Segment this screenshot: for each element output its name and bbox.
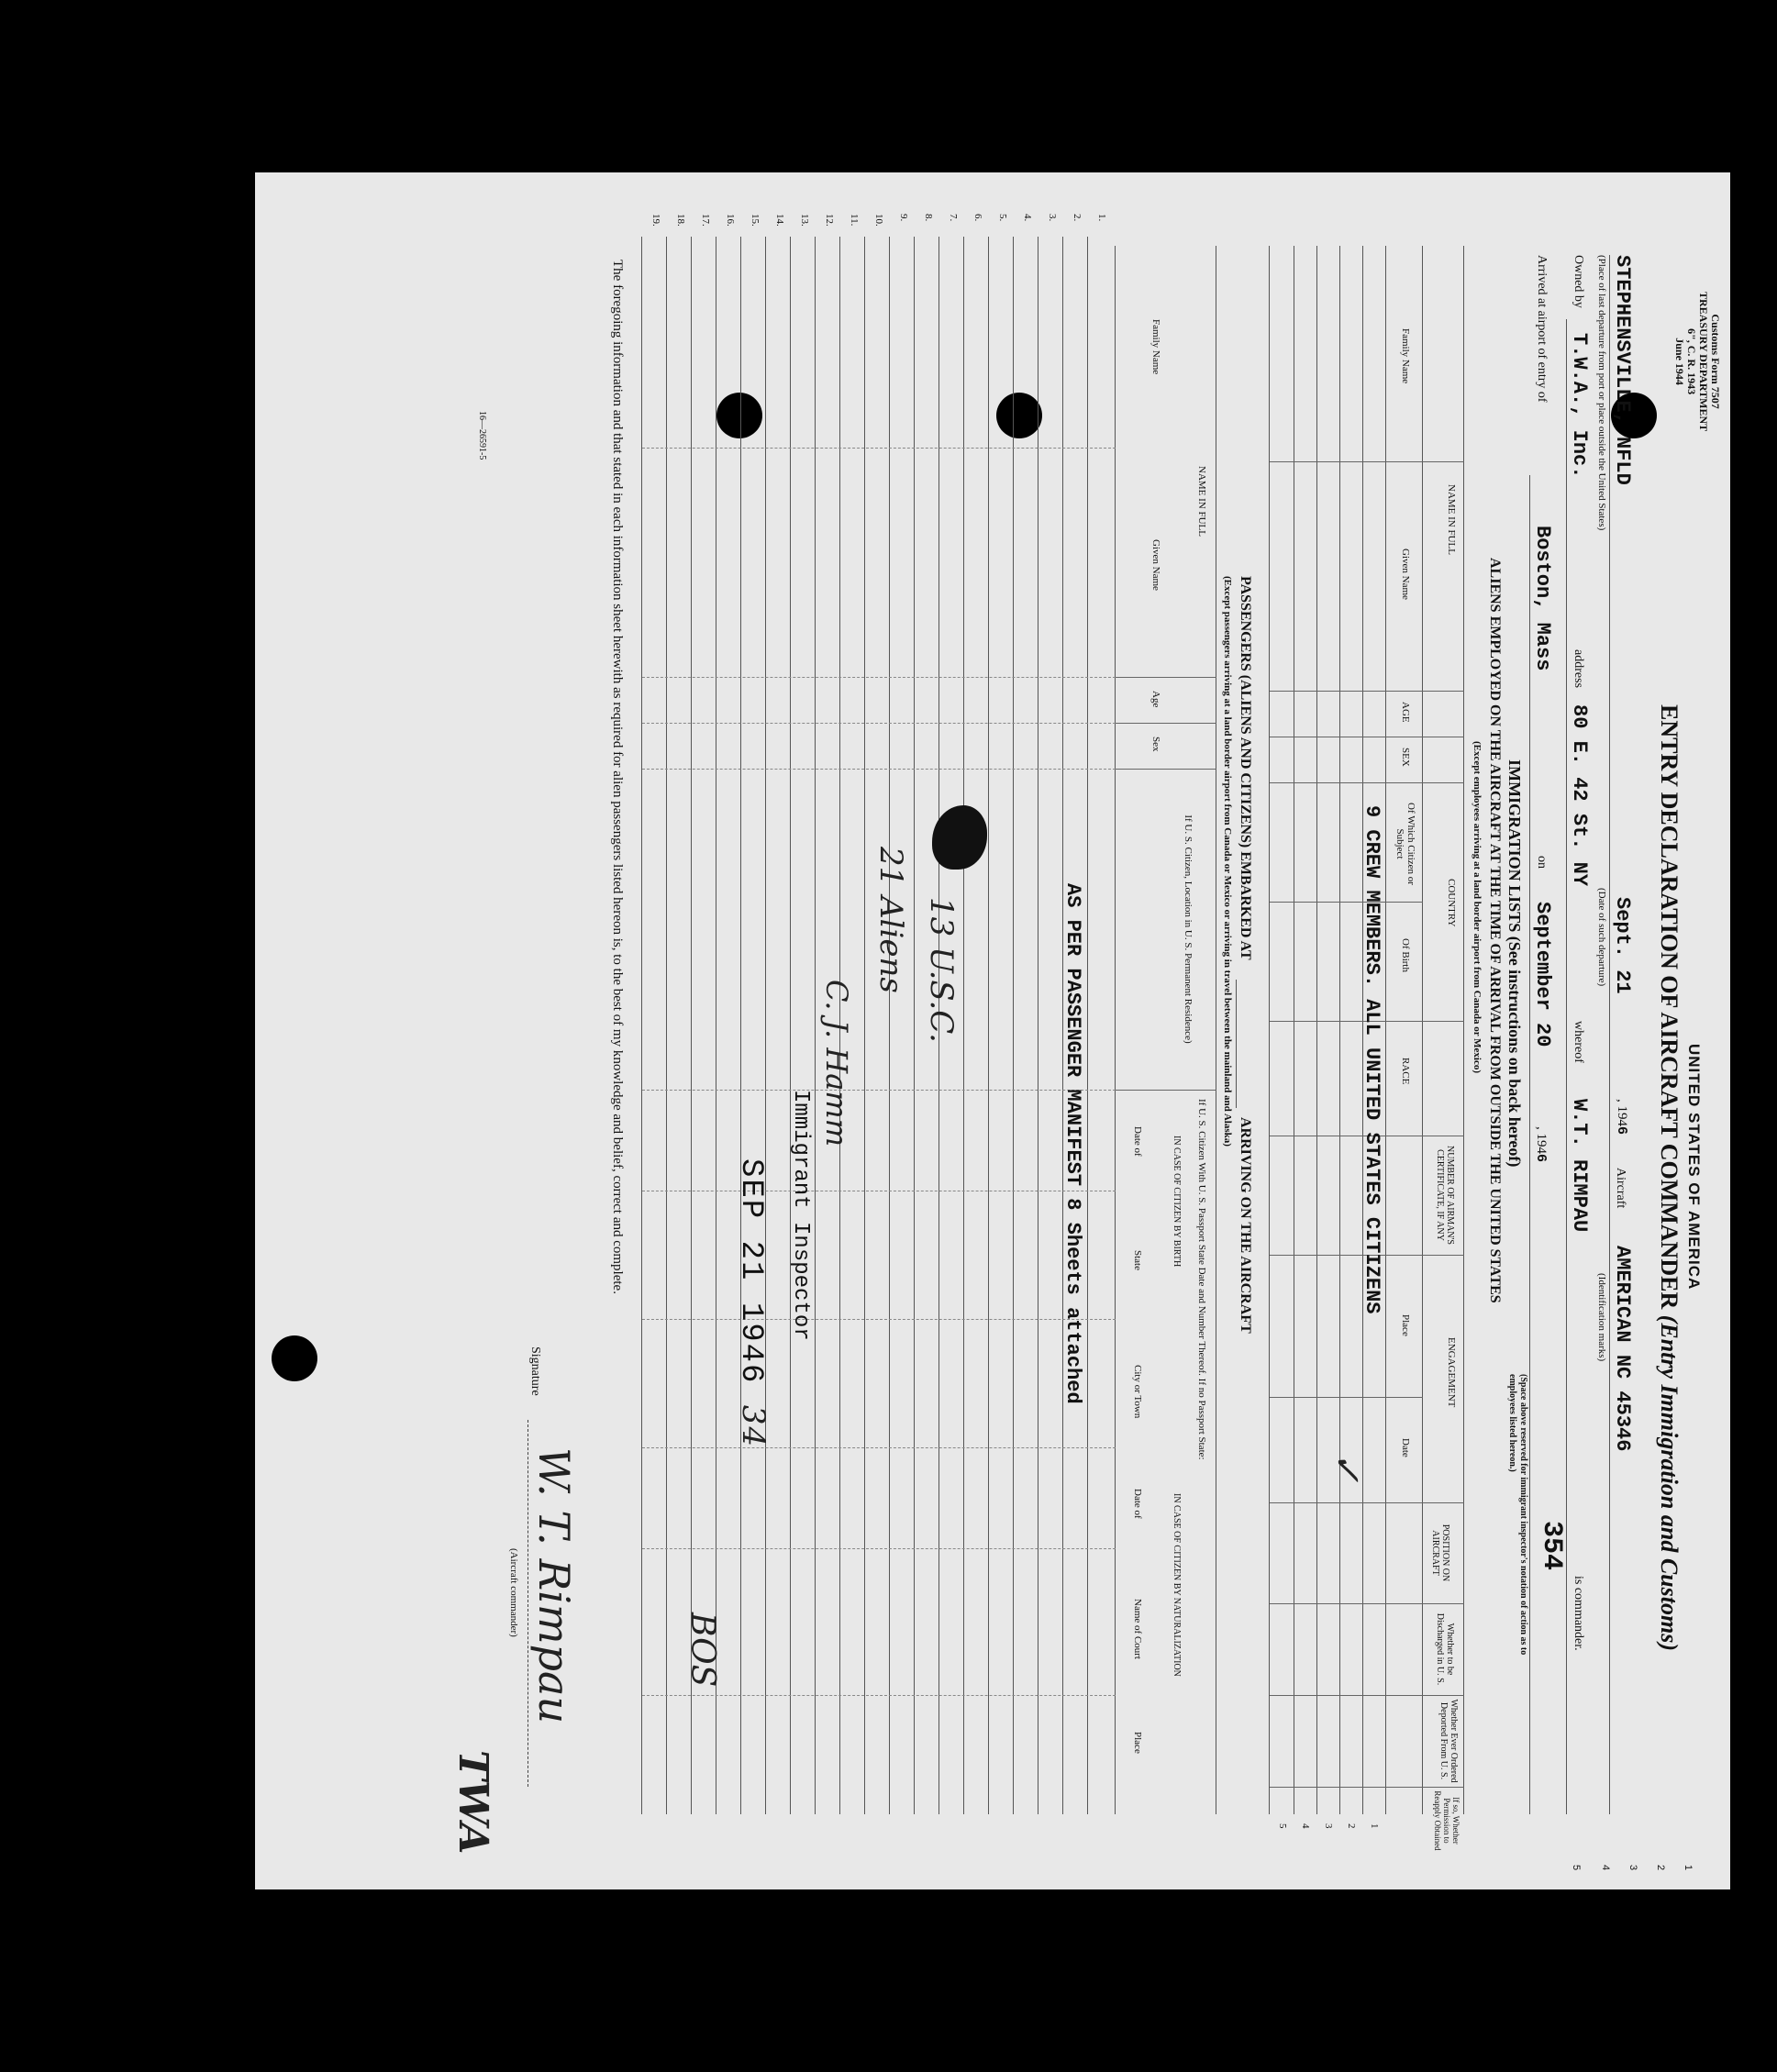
pass-col-by-birth: IN CASE OF CITIZEN BY BIRTH xyxy=(1172,1136,1182,1268)
passengers-note: (Except passengers arriving at a land border airport from Canada or Mexico or arriving in travel between the mainland and Alaska) xyxy=(1222,576,1233,1147)
count-usc: 13 U.S.C. xyxy=(923,897,960,1043)
signature-label: Signature xyxy=(528,1346,542,1396)
on-label: on xyxy=(1535,856,1549,869)
crew-row-number: 2 xyxy=(1346,1823,1357,1829)
pass-row-number: 15. xyxy=(750,214,761,227)
pass-row-number: 3. xyxy=(1047,214,1058,222)
crew-entry: 9 CREW MEMBERS. ALL UNITED STATES CITIZENS xyxy=(1361,805,1383,1314)
margin-number: 1 xyxy=(1683,1865,1694,1871)
crew-col-place: Place xyxy=(1400,1314,1411,1336)
pass-row-number: 13. xyxy=(799,214,810,227)
inspector-title: Immigrant Inspector xyxy=(788,1090,813,1341)
pass-row-number: 4. xyxy=(1022,214,1033,222)
stamp-date: SEP 21 1946 xyxy=(733,1158,768,1385)
aircraft-id: AMERICAN NC 45346 xyxy=(1611,1246,1634,1452)
pass-row-number: 1. xyxy=(1096,214,1107,222)
departure-date: Sept. 21 xyxy=(1611,897,1634,994)
pass-col-date-of: Date of xyxy=(1132,1126,1143,1157)
pass-col-state: State xyxy=(1132,1250,1143,1270)
pass-row-number: 18. xyxy=(675,214,686,227)
airport-of-entry: Boston, Mass xyxy=(1531,526,1554,671)
pass-row-number: 12. xyxy=(824,214,835,227)
pass-col-sex: Sex xyxy=(1150,737,1161,752)
date-caption: (Date of such departure) xyxy=(1596,888,1607,987)
aircraft-label: Aircraft xyxy=(1614,1168,1627,1209)
arrival-year: , 1946 xyxy=(1533,1126,1549,1163)
arrival-date: September 20 xyxy=(1531,902,1554,1047)
commander-caption: (Aircraft commander) xyxy=(508,1548,519,1637)
id-caption: (Identification marks) xyxy=(1596,1273,1607,1362)
pass-col-city: City or Town xyxy=(1132,1365,1143,1419)
stamp-city: BOS xyxy=(683,1612,721,1688)
place-caption: (Place of last departure from port or place outside the United States) xyxy=(1596,255,1607,531)
check-mark: ✓ xyxy=(1326,1452,1368,1483)
pass-row-number: 8. xyxy=(923,214,934,222)
pass-row-number: 10. xyxy=(873,214,884,227)
punch-hole xyxy=(996,393,1042,438)
commander-signature: W. T. Rimpau xyxy=(529,1447,579,1724)
crew-row-number: 1 xyxy=(1369,1823,1380,1829)
passengers-title: PASSENGERS (ALIENS AND CITIZENS) EMBARKED AT xyxy=(1238,576,1253,960)
pass-col-passport: If U. S. Citizen With U. S. Passport State Date and Number Thereof. If no Passport State: xyxy=(1196,1099,1207,1460)
pass-row-number: 11. xyxy=(849,214,860,227)
crew-col-birth: Of Birth xyxy=(1400,938,1411,972)
crew-col-citizen: Of Which Citizen or Subject xyxy=(1394,803,1416,885)
title-main: ENTRY DECLARATION OF AIRCRAFT COMMANDER xyxy=(1656,704,1683,1310)
crew-col-discharged: Whether to be Discharged in U. S. xyxy=(1435,1612,1455,1686)
departure-place: STEPHENSVILLE, NFLD xyxy=(1611,255,1634,485)
crew-note: (Except employees arriving at a land border airport from Canada or Mexico) xyxy=(1472,741,1483,1074)
department: TREASURY DEPARTMENT xyxy=(1697,292,1710,432)
crew-col-sex: SEX xyxy=(1400,748,1411,767)
owner: T.W.A., Inc. xyxy=(1568,333,1591,479)
revision-date: June 1944 xyxy=(1673,338,1686,385)
commander-name: W.T. RIMPAU xyxy=(1568,1099,1591,1233)
margin-number: 4 xyxy=(1600,1865,1611,1871)
pass-col-court: Name of Court xyxy=(1132,1599,1143,1659)
departure-year: , 1946 xyxy=(1614,1099,1629,1136)
pass-row-number: 14. xyxy=(774,214,785,227)
crew-col-country: COUNTRY xyxy=(1446,879,1457,927)
pass-row-number: 7. xyxy=(948,214,959,222)
immigration-heading: IMMIGRATION LISTS (See instructions on back hereof) xyxy=(1505,759,1524,1168)
pass-col-age: Age xyxy=(1150,691,1161,708)
pass-row-number: 17. xyxy=(700,214,711,227)
crew-title: ALIENS EMPLOYED ON THE AIRCRAFT AT THE TIME OF ARRIVAL FROM OUTSIDE THE UNITED STATES xyxy=(1487,558,1503,1303)
punch-hole xyxy=(716,393,762,438)
crew-col-position: POSITION ON AIRCRAFT xyxy=(1430,1524,1450,1582)
crew-row-number: 5 xyxy=(1277,1823,1288,1829)
crew-col-deported: Whether Ever Ordered Deported From U. S. xyxy=(1438,1699,1459,1783)
address: 80 E. 42 St. NY xyxy=(1568,704,1591,887)
crew-col-family: Family Name xyxy=(1400,328,1411,384)
pass-col-us-citizen: If U. S. Citizen, Location in U. S. Permanent Residence) xyxy=(1183,814,1194,1044)
airline-mark: TWA xyxy=(450,1750,496,1855)
pass-row-number: 16. xyxy=(725,214,736,227)
margin-number: 5 xyxy=(1571,1865,1582,1871)
crew-col-name: NAME IN FULL xyxy=(1446,484,1457,555)
crew-col-given: Given Name xyxy=(1400,548,1411,600)
arrived-label: Arrived at airport of entry of xyxy=(1535,255,1549,403)
passenger-entry: AS PER PASSENGER MANIFEST 8 Sheets attached xyxy=(1061,883,1084,1404)
page-title xyxy=(1655,704,1683,1651)
form-id-block xyxy=(1673,292,1721,431)
country-heading: UNITED STATES OF AMERICA xyxy=(1685,1044,1703,1291)
entry-stamp xyxy=(733,1158,772,1448)
punch-hole xyxy=(272,1335,317,1381)
pass-col-by-naturalization: IN CASE OF CITIZEN BY NATURALIZATION xyxy=(1172,1493,1182,1677)
inspector-initials: C. J. Hamm xyxy=(819,980,854,1147)
crew-col-race: RACE xyxy=(1400,1058,1411,1085)
pass-row-number: 2. xyxy=(1072,214,1083,222)
declaration-statement: The foregoing information and that stated in each information sheet herewith as required for alien passengers listed hereon is, to the best of my knowledge and belief, correct and complete. xyxy=(610,260,625,1294)
margin-number: 2 xyxy=(1655,1865,1666,1871)
commander-suffix: is commander. xyxy=(1572,1576,1585,1651)
address-label: address xyxy=(1572,649,1585,688)
stamp-number: 34 xyxy=(735,1404,772,1449)
reserved-note: (Space above reserved for immigrant inspector's notation of action as to employees listed hereon.) xyxy=(1507,1374,1528,1656)
pass-row-number: 6. xyxy=(972,214,983,222)
count-aliens: 21 Aliens xyxy=(872,847,909,993)
crew-row-number: 3 xyxy=(1323,1823,1334,1829)
print-code: 16—26591-5 xyxy=(477,411,487,460)
crew-col-engagement: ENGAGEMENT xyxy=(1446,1337,1457,1408)
form-content xyxy=(255,172,1730,1889)
pass-col-place: Place xyxy=(1132,1732,1143,1754)
crew-row-number: 4 xyxy=(1300,1823,1311,1829)
pass-row-number: 19. xyxy=(650,214,661,227)
pass-row-number: 5. xyxy=(997,214,1008,222)
document-page xyxy=(255,172,1730,1889)
form-id: Customs Form 7507 xyxy=(1709,314,1722,409)
pass-col-given: Given Name xyxy=(1150,539,1161,591)
whereof-label: whereof xyxy=(1572,1021,1585,1063)
regulation: 6", C. R. 1943 xyxy=(1685,328,1698,395)
crew-col-age: AGE xyxy=(1400,702,1411,723)
passengers-title-right: ARRIVING ON THE AIRCRAFT xyxy=(1238,1117,1253,1334)
pass-col-date-of-2: Date of xyxy=(1132,1489,1143,1519)
pass-col-name: NAME IN FULL xyxy=(1196,466,1207,537)
pass-col-family: Family Name xyxy=(1150,319,1161,375)
pass-row-number: 9. xyxy=(898,214,909,222)
ink-blot xyxy=(932,805,987,870)
owned-by-label: Owned by xyxy=(1572,255,1585,308)
crew-col-date: Date xyxy=(1400,1438,1411,1457)
crew-col-permission: If so, Whether Permission to Reapply Obtained xyxy=(1433,1790,1460,1851)
margin-number: 3 xyxy=(1627,1865,1638,1871)
serial-number: 354 xyxy=(1536,1521,1567,1571)
crew-col-certificate: NUMBER OF AIRMAN'S CERTIFICATE, IF ANY xyxy=(1435,1146,1455,1245)
title-sub: (Entry Immigration and Customs) xyxy=(1656,1314,1683,1651)
